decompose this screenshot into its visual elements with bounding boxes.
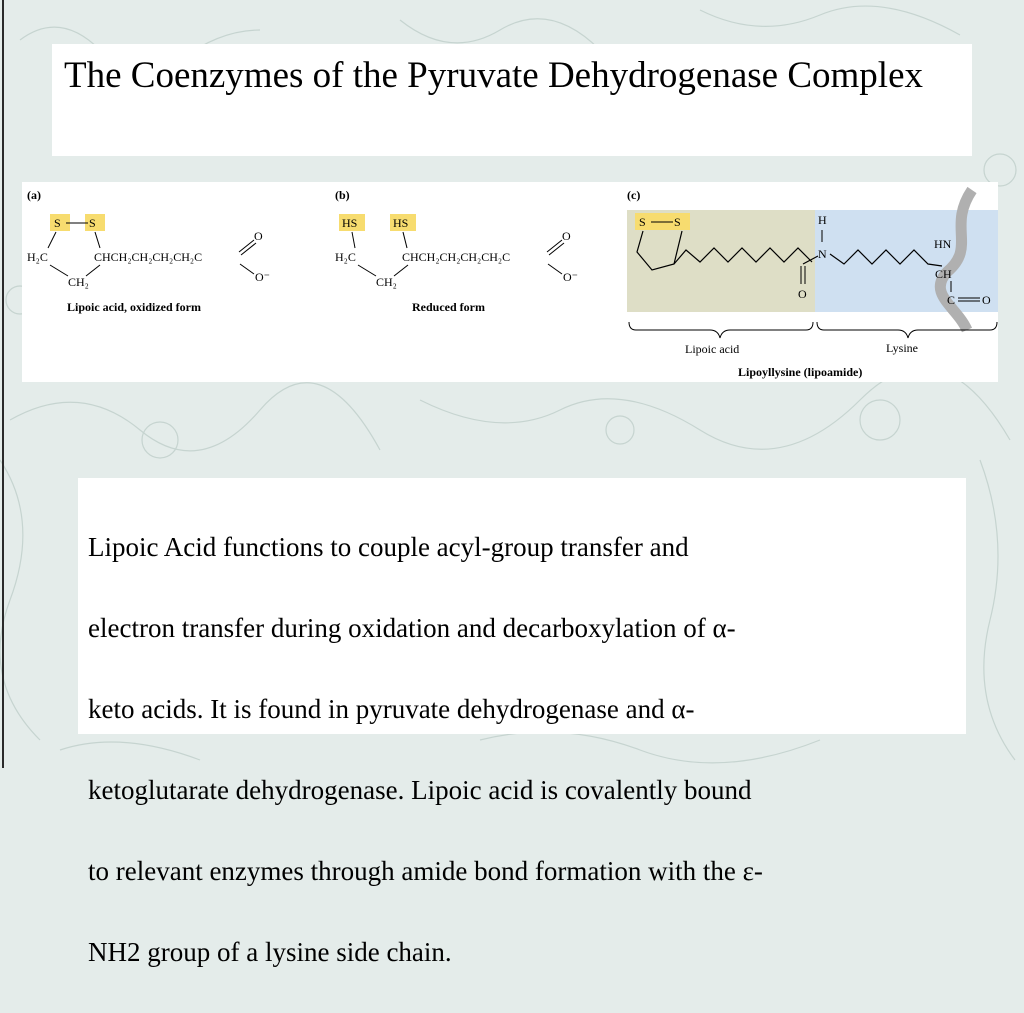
panel-a-carboxylate-bond bbox=[240, 264, 254, 274]
panel-c-lipoic-brace bbox=[629, 322, 813, 338]
panel-c-caption: Lipoyllysine (lipoamide) bbox=[738, 365, 863, 379]
title-panel bbox=[52, 44, 972, 156]
panel-c-label-lysine: Lysine bbox=[886, 341, 918, 355]
panel-c-label-lipoic: Lipoic acid bbox=[685, 342, 740, 356]
body-line: Lipoic Acid functions to couple acyl-group transfer and bbox=[88, 531, 689, 562]
panel-a-s-right: S bbox=[89, 216, 96, 230]
slide-title: The Coenzymes of the Pyruvate Dehydrogenase Complex bbox=[64, 55, 923, 96]
panel-c-s-left: S bbox=[639, 215, 646, 229]
panel-c-o-right: O bbox=[982, 293, 991, 307]
panel-b-hs-left: HS bbox=[342, 216, 358, 230]
panel-a-bond-ring1 bbox=[50, 265, 68, 276]
panel-a-h2c: H₂C bbox=[27, 250, 48, 264]
panel-b-hs-right: HS bbox=[393, 216, 409, 230]
panel-a-bond-s2 bbox=[95, 232, 100, 248]
panel-b-bond-s2 bbox=[403, 232, 407, 248]
panel-a-bond-s1 bbox=[48, 232, 56, 248]
panel-c-letter: (c) bbox=[627, 188, 641, 202]
panel-c bbox=[627, 188, 998, 379]
panel-b-caption: Reduced form bbox=[412, 300, 485, 314]
panel-c-n: N bbox=[818, 247, 827, 261]
body-line: electron transfer during oxidation and decarboxylation of α- bbox=[88, 612, 736, 643]
body-line: keto acids. It is found in pyruvate dehydrogenase and α- bbox=[88, 693, 695, 724]
panel-c-ch: CH bbox=[935, 267, 952, 281]
panel-a-s-left: S bbox=[54, 216, 61, 230]
panel-b-o-minus: O⁻ bbox=[563, 270, 578, 284]
panel-b bbox=[335, 188, 578, 314]
panel-a-caption: Lipoic acid, oxidized form bbox=[67, 300, 201, 314]
panel-b-o-top: O bbox=[562, 229, 571, 243]
panel-c-h: H bbox=[818, 213, 827, 227]
panel-b-chain: CHCH₂CH₂CH₂CH₂C bbox=[402, 250, 511, 264]
body-paragraph bbox=[88, 486, 958, 1013]
panel-a-letter: (a) bbox=[27, 188, 41, 202]
body-text-panel bbox=[78, 478, 966, 967]
panel-b-bond-s1 bbox=[352, 232, 355, 248]
lipoic-acid-figure bbox=[22, 182, 998, 382]
panel-c-hn: HN bbox=[934, 237, 952, 251]
panel-c-c: C bbox=[947, 293, 956, 307]
panel-a-o-minus: O⁻ bbox=[255, 270, 270, 284]
panel-c-s-right: S bbox=[674, 215, 681, 229]
panel-a-o-top: O bbox=[254, 229, 263, 243]
body-line: ketoglutarate dehydrogenase. Lipoic acid is covalently bound bbox=[88, 774, 752, 805]
panel-b-carboxylate-bond bbox=[548, 264, 562, 274]
panel-b-h2c: H₂C bbox=[335, 250, 356, 264]
panel-a-chain: CHCH₂CH₂CH₂CH₂C bbox=[94, 250, 203, 264]
body-line: to relevant enzymes through amide bond formation with the ε- bbox=[88, 855, 763, 886]
panel-c-o: O bbox=[798, 287, 807, 301]
left-edge-rule bbox=[2, 0, 4, 768]
body-line: NH2 group of a lysine side chain. bbox=[88, 936, 452, 967]
panel-b-bond-ring1 bbox=[358, 265, 376, 276]
panel-b-letter: (b) bbox=[335, 188, 350, 202]
panel-c-lysine-region bbox=[815, 210, 998, 312]
panel-b-ch2: CH₂ bbox=[376, 275, 397, 289]
panel-a-ch2: CH₂ bbox=[68, 275, 89, 289]
panel-a bbox=[27, 188, 270, 314]
